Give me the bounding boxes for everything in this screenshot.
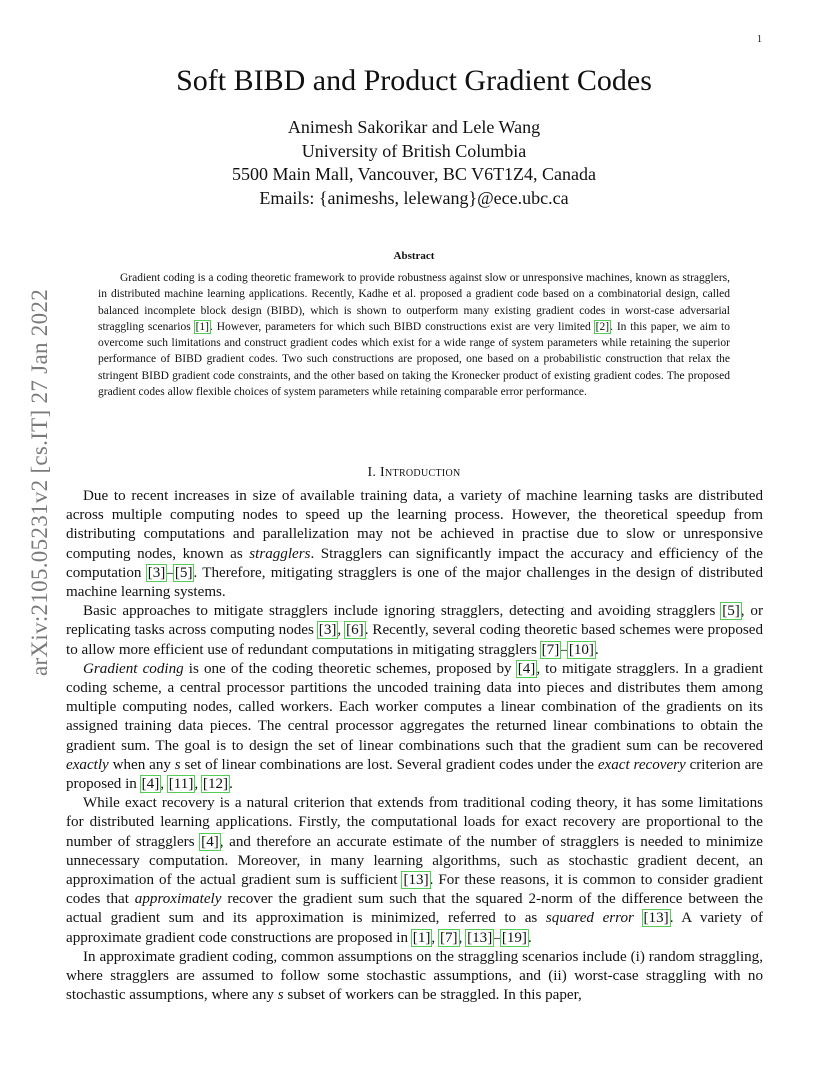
text — [634, 910, 643, 926]
emphasis: stragglers — [249, 545, 311, 562]
author-emails: Emails: {animeshs, lelewang}@ece.ubc.ca — [259, 187, 569, 208]
section-heading — [0, 465, 828, 481]
section-title: Introduction — [380, 465, 461, 480]
text: . Stragglers can significantly impact the accuracy and efficiency of the computation — [66, 545, 763, 581]
text: . — [594, 641, 599, 658]
abstract-body — [98, 270, 730, 400]
citation-link[interactable]: [5] — [174, 564, 193, 581]
text: , or replicating tasks across computing nodes — [66, 603, 763, 639]
text: , — [194, 776, 202, 793]
text: subset of workers can be straggled. In this paper, — [283, 987, 582, 1004]
emphasis: exactly — [66, 756, 109, 773]
citation-link[interactable]: [4] — [201, 833, 219, 850]
citation-link[interactable]: [3] — [147, 564, 166, 581]
citation-link[interactable]: [11] — [168, 776, 194, 793]
text: . — [527, 929, 532, 946]
text: , — [458, 929, 467, 946]
paragraph — [66, 794, 763, 948]
citation-link[interactable]: [1] — [195, 320, 209, 333]
text: While exact recovery is a natural criterion that extends from traditional coding theory, it has some limitations for distributed learning applications. Firstly, the computational loads for exact recovery are proportional to the number of stragglers — [66, 795, 763, 850]
text: , and therefore an accurate estimate of the number of stragglers is needed to minimize unnecessary computation. Moreover, in many learning algorithms, such as stochastic gradient decent, an approximation of the actual gradient sum is sufficient — [66, 833, 763, 889]
emphasis: exact recovery — [597, 756, 686, 773]
paragraph — [66, 602, 763, 660]
text: Due to recent increases in size of available training data, a variety of machine learning tasks are distributed across multiple computing nodes to speed up the learning process. However, the theoretical speedup from distributing computations and parallelization may not be achieved in practise due to slow or unresponsive computing nodes, known as — [66, 488, 763, 562]
paragraph — [66, 660, 763, 794]
citation-link[interactable]: [4] — [141, 776, 160, 793]
citation-link[interactable]: [6] — [346, 622, 364, 639]
page-number: 1 — [757, 34, 762, 45]
paragraph — [66, 487, 763, 602]
author-block — [0, 116, 828, 210]
text: , to mitigate stragglers. In a gradient coding scheme, a central processor partitions the uncoded training data into pieces and distributes them among multiple computing nodes, called workers. Each worker computes a linear combination of the gradients on its assigned training data pieces. The central processor aggregates the returned linear combinations to obtain the gradient sum. The goal is to design the set of linear combinations such that the gradient sum can be recovered — [66, 660, 764, 754]
text: , — [431, 929, 439, 946]
citation-link[interactable]: [10] — [568, 641, 594, 658]
abstract-heading: Abstract — [393, 250, 435, 262]
citation-link[interactable]: [7] — [541, 641, 560, 658]
arxiv-stamp[interactable]: arXiv:2105.05231v2 [cs.IT] 27 Jan 2022 — [27, 288, 52, 676]
abstract-text: . In this paper, we aim to overcome such limitations and construct gradient codes which exist for a wide range of system parameters while retaining the superior performance of BIBD gradient codes. Two such constructions are proposed, one based on a probabilistic construction that relax the stringent BIBD gradient code constraints, and the other based on taking the Kronecker product of existing gradient codes. The proposed gradient codes allow flexible choices of system parameters while retaining comparable error performance. — [98, 320, 730, 399]
text: . For these reasons, it is common to consider gradient codes that — [66, 872, 763, 908]
text: when any — [108, 756, 175, 773]
author-address: 5500 Main Mall, Vancouver, BC V6T1Z4, Canada — [231, 164, 597, 184]
citation-link[interactable]: [5] — [722, 603, 740, 620]
text: . Recently, several coding theoretic based schemes were proposed to allow more efficient use of redundant computations in mitigating stragglers — [66, 622, 763, 658]
text: . A variety of approximate gradient code constructions are proposed in — [66, 910, 764, 946]
emphasis: squared error — [545, 910, 634, 927]
author-affiliation: University of British Columbia — [301, 140, 527, 161]
text: Basic approaches to mitigate stragglers include ignoring stragglers, detecting and avoiding stragglers — [83, 603, 722, 620]
citation-link[interactable]: [1] — [412, 929, 431, 946]
text: – — [166, 564, 174, 581]
citation-link[interactable]: [12] — [202, 776, 229, 793]
author-names: Animesh Sakorikar and Lele Wang — [287, 117, 541, 137]
paper-title: Soft BIBD and Product Gradient Codes — [176, 64, 652, 97]
citation-link[interactable]: [13] — [467, 929, 493, 946]
text: criterion are proposed in — [66, 756, 763, 793]
citation-link[interactable]: [3] — [318, 622, 337, 639]
emphasis: Gradient coding — [83, 660, 184, 677]
citation-link[interactable]: [19] — [501, 929, 527, 946]
text: – — [493, 929, 501, 946]
text: recover the gradient sum such that the squared 2-norm of the difference between the actual gradient sum and its approximation is minimized, referred to as — [66, 891, 764, 927]
citation-link[interactable]: [13] — [403, 872, 429, 889]
citation-link[interactable]: [2] — [595, 320, 610, 333]
text: set of linear combinations are lost. Several gradient codes under the — [180, 756, 598, 773]
text: In approximate gradient coding, common assumptions on the straggling scenarios include (i) random straggling, where stragglers are assumed to follow some stochastic assumptions, and (ii) worst-case straggling with no stochastic assumptions, where any — [66, 948, 763, 1004]
text: , — [160, 776, 168, 793]
abstract-text: . However, parameters for which such BIBD constructions exist are very limited — [209, 320, 595, 333]
text: is one of the coding theoretic schemes, proposed by — [183, 660, 517, 677]
text: . Therefore, mitigating stragglers is one of the major challenges in the design of distributed machine learning systems. — [66, 564, 763, 601]
citation-link[interactable]: [13] — [643, 910, 669, 927]
citation-link[interactable]: [4] — [517, 660, 536, 677]
text: . — [229, 776, 233, 793]
math-variable: s — [174, 756, 181, 773]
citation-link[interactable]: [7] — [439, 929, 458, 946]
paragraph — [66, 948, 763, 1006]
text: – — [560, 641, 568, 658]
math-variable: s — [277, 987, 284, 1004]
text: , — [337, 622, 346, 639]
emphasis: approximately — [134, 891, 222, 908]
section-number: I. — [367, 465, 377, 480]
body-text — [66, 487, 763, 1005]
abstract-text: Gradient coding is a coding theoretic framework to provide robustness against slow or unresponsive machines, known as stragglers, in distributed machine learning applications. Recently, Kadhe et al. proposed a gradient code based on a combinatorial design, called balanced incomplete block design (BIBD), which is shown to outperform many existing gradient codes in worst-case adversarial straggling scenarios — [98, 272, 730, 333]
